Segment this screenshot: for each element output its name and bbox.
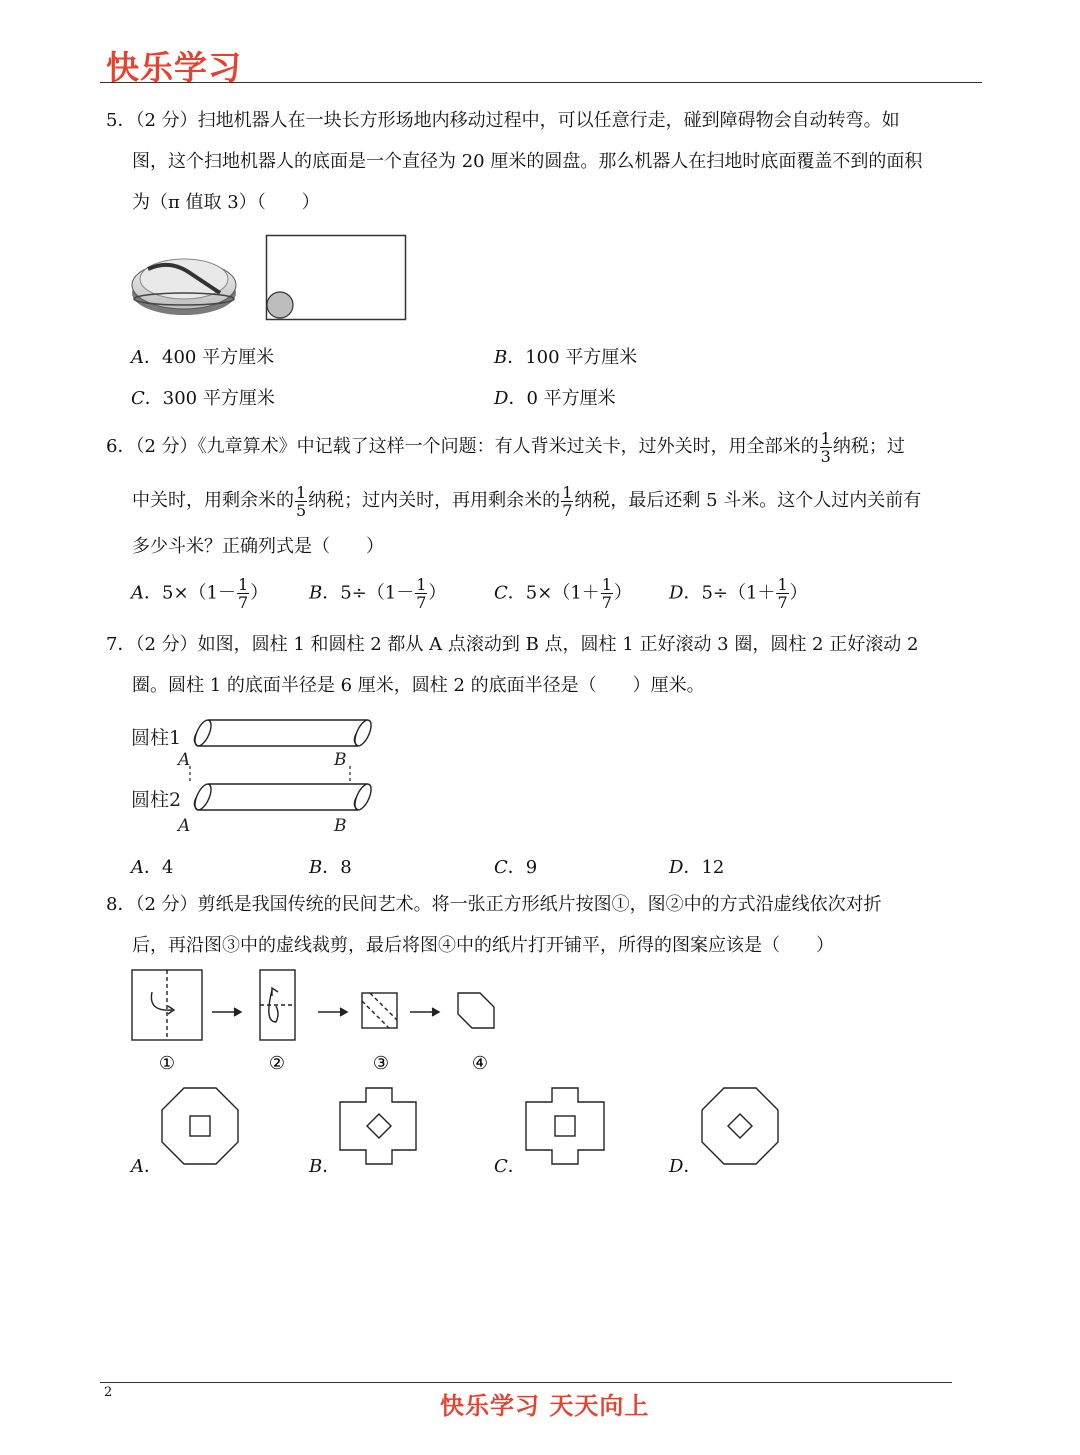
question-7 bbox=[106, 624, 986, 706]
q8-option-c[interactable]: C． bbox=[494, 1156, 526, 1177]
q7-option-c[interactable]: C．9 bbox=[494, 857, 538, 878]
fraction: $\frac{1}{7}$ bbox=[777, 575, 788, 612]
q8-option-b[interactable]: B． bbox=[309, 1156, 341, 1177]
q5-line3: 为（π 值取 3）（ ） bbox=[132, 192, 320, 213]
fraction: $\frac{1}{5}$ bbox=[296, 482, 307, 520]
question-8 bbox=[106, 884, 986, 966]
option-a-square bbox=[190, 1116, 210, 1136]
fraction: $\frac{1}{7}$ bbox=[238, 575, 249, 612]
footer-divider bbox=[100, 1382, 952, 1383]
fraction: $\frac{1}{7}$ bbox=[601, 575, 612, 612]
logo: 快乐学习 bbox=[106, 48, 242, 87]
q5-line2: 图，这个扫地机器人的底面是一个直径为 20 厘米的圆盘。那么机器人在扫地时底面覆盖不到的面积 bbox=[132, 151, 923, 172]
step3-square bbox=[362, 993, 397, 1028]
q5-text-1: 扫地机器人在一块长方形场地内移动过程中，可以任意行走，碰到障碍物会自动转弯。如 bbox=[197, 110, 900, 131]
field-rectangle-diagram bbox=[264, 233, 409, 323]
cyl1-label: 圆柱1 bbox=[131, 727, 182, 749]
q5-line1 bbox=[106, 100, 986, 141]
point-b-label-1: B bbox=[334, 750, 347, 770]
q5-points: （2 分） bbox=[135, 110, 198, 131]
q6-option-a[interactable]: A．5×（1－ $\frac{1}{7}$ ） bbox=[131, 575, 269, 612]
q6-line1: 6．（2 分）《九章算术》中记载了这样一个问题：有人背米过关卡，过外关时，用全部米的 $\frac{1}{3}$ 纳税；过 bbox=[106, 428, 905, 466]
fold-arrow-2 bbox=[269, 990, 278, 1022]
step-3-label: ③ bbox=[372, 1053, 390, 1074]
header-divider bbox=[100, 82, 982, 83]
q7-line1: 7．（2 分）如图，圆柱 1 和圆柱 2 都从 A 点滚动到 B 点，圆柱 1 正好滚动 3 圈，圆柱 2 正好滚动 2 bbox=[106, 634, 919, 655]
step-2-label: ② bbox=[268, 1053, 286, 1074]
q7-option-a[interactable]: A．4 bbox=[131, 857, 174, 878]
q8-option-a[interactable]: A． bbox=[131, 1156, 162, 1177]
point-a-label-1: A bbox=[178, 750, 191, 770]
q8-line2: 后，再沿图③中的虚线裁剪，最后将图④中的纸片打开铺平，所得的图案应该是（ ） bbox=[132, 935, 834, 956]
q6-option-d[interactable]: D．5÷（1＋ $\frac{1}{7}$ ） bbox=[669, 575, 808, 612]
fraction: $\frac{1}{3}$ bbox=[820, 428, 831, 466]
option-c-square bbox=[555, 1116, 575, 1136]
cylinder-2 bbox=[192, 782, 375, 812]
cyl2-label: 圆柱2 bbox=[131, 789, 182, 811]
q5-option-d[interactable]: D．0 平方厘米 bbox=[494, 388, 616, 409]
q7-option-b[interactable]: B．8 bbox=[309, 857, 352, 878]
cylinder-1 bbox=[192, 718, 375, 748]
q6-option-c[interactable]: C．5×（1＋ $\frac{1}{7}$ ） bbox=[494, 575, 632, 612]
fold-arrow-1 bbox=[151, 992, 172, 1010]
q5-option-a[interactable]: A．400 平方厘米 bbox=[131, 347, 275, 368]
robot-disc-circle bbox=[267, 292, 293, 318]
footer-slogan: 快乐学习 天天向上 bbox=[440, 1392, 650, 1420]
question-5 bbox=[106, 100, 986, 223]
step4-shape bbox=[458, 993, 494, 1028]
fraction: $\frac{1}{7}$ bbox=[562, 482, 573, 520]
q7-line2: 圈。圆柱 1 的底面半径是 6 厘米，圆柱 2 的底面半径是（ ）厘米。 bbox=[132, 675, 705, 696]
q5-option-c[interactable]: C．300 平方厘米 bbox=[131, 388, 275, 409]
q5-number: 5． bbox=[106, 110, 136, 131]
q8-option-d[interactable]: D． bbox=[669, 1156, 702, 1177]
q6-line2: 中关时，用剩余米的 $\frac{1}{5}$ 纳税；过内关时，再用剩余米的 $\frac{1}{7}$ 纳税，最后还剩 5 斗米。这个人过内关前有 bbox=[132, 482, 922, 520]
q8-line1: 8．（2 分）剪纸是我国传统的民间艺术。将一张正方形纸片按图①，图②中的方式沿虚线依次对折 bbox=[106, 894, 882, 915]
q6-line3: 多少斗米？正确列式是（ ） bbox=[132, 536, 384, 557]
point-a-label-2: A bbox=[178, 816, 191, 836]
page-number: 2 bbox=[104, 1385, 113, 1400]
step-1-label: ① bbox=[158, 1053, 176, 1074]
q7-option-d[interactable]: D．12 bbox=[669, 857, 725, 878]
point-b-label-2: B bbox=[334, 816, 347, 836]
q5-option-b[interactable]: B．100 平方厘米 bbox=[494, 347, 638, 368]
q6-option-b[interactable]: B．5÷（1－ $\frac{1}{7}$ ） bbox=[309, 575, 447, 612]
question-6 bbox=[106, 424, 986, 570]
step-4-label: ④ bbox=[471, 1053, 489, 1074]
paper-folding-steps bbox=[128, 966, 500, 1076]
rolling-cylinders-diagram bbox=[128, 712, 388, 840]
robot-vacuum-image bbox=[130, 233, 240, 321]
fraction: $\frac{1}{7}$ bbox=[416, 575, 427, 612]
q8-answer-shapes bbox=[128, 1086, 808, 1176]
